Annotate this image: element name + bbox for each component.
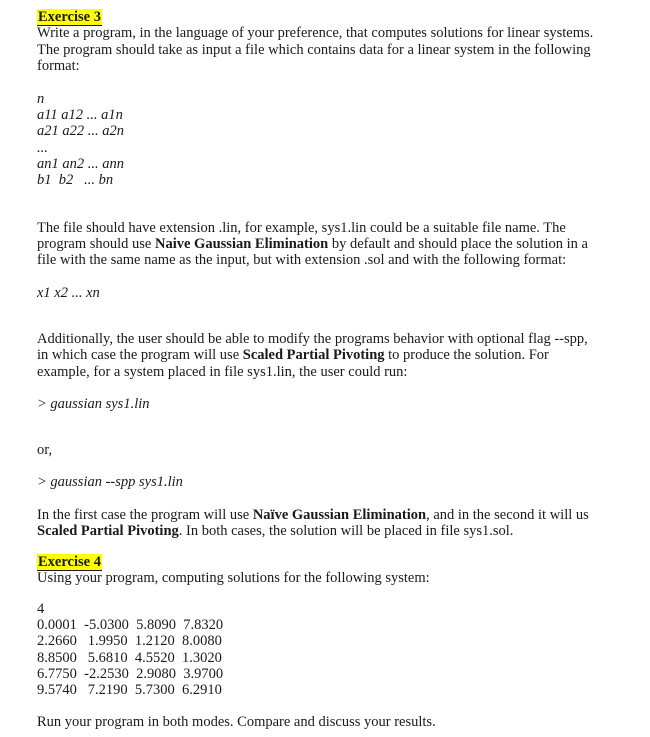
matrix-row: 9.5740 7.2190 5.7300 6.2910 <box>37 682 222 698</box>
ex4-closing: Run your program in both modes. Compare and discuss your results. <box>37 714 436 730</box>
ex4-intro: Using your program, computing solutions for the following system: <box>37 570 430 586</box>
p4-line-2: Scaled Partial Pivoting. In both cases, the solution will be placed in file sys1.sol. <box>37 523 514 539</box>
format-line: b1 b2 ... bn <box>37 172 114 188</box>
naive-gaussian-term: Naïve Gaussian Elimination <box>252 507 427 523</box>
format-line: n <box>37 91 45 107</box>
ex3-intro-line-2: The program should take as input a file which contains data for a linear system in the following <box>37 42 591 58</box>
command-example-1: > gaussian sys1.lin <box>37 396 150 412</box>
format-line: a11 a12 ... a1n <box>37 107 123 123</box>
p2-line-2: program should use Naive Gaussian Elimination by default and should place the solution in a <box>37 236 588 252</box>
command-example-2: > gaussian --spp sys1.lin <box>37 474 183 490</box>
system-size: 4 <box>37 601 45 617</box>
exercise-3-heading: Exercise 3 <box>38 9 101 25</box>
p3-line-2: in which case the program will use Scaled Partial Pivoting to produce the solution. For <box>37 347 549 363</box>
solution-format: x1 x2 ... xn <box>37 285 100 301</box>
matrix-row: 8.8500 5.6810 4.5520 1.3020 <box>37 650 222 666</box>
matrix-row: 6.7750 -2.2530 2.9080 3.9700 <box>37 666 224 682</box>
naive-gaussian-term: Naive Gaussian Elimination <box>155 236 329 252</box>
format-line: a21 a22 ... a2n <box>37 123 124 139</box>
format-line: an1 an2 ... ann <box>37 156 124 172</box>
matrix-row: 0.0001 -5.0300 5.8090 7.8320 <box>37 617 224 633</box>
scaled-partial-pivoting-term: Scaled Partial Pivoting <box>242 347 385 363</box>
p2-line-1: The file should have extension .lin, for example, sys1.lin could be a suitable file name. The <box>37 220 566 236</box>
p4-line-1: In the first case the program will use Naïve Gaussian Elimination, and in the second it will us <box>37 507 589 523</box>
ex3-intro-line-3: format: <box>37 58 80 74</box>
matrix-row: 2.2660 1.9950 1.2120 8.0080 <box>37 633 222 649</box>
p2-line-3: file with the same name as the input, but with extension .sol and with the following format: <box>37 252 567 268</box>
exercise-4-heading: Exercise 4 <box>38 554 101 570</box>
p3-line-1: Additionally, the user should be able to modify the programs behavior with optional flag --spp, <box>37 331 588 347</box>
p3-line-3: example, for a system placed in file sys1.lin, the user could run: <box>37 364 408 380</box>
or-text: or, <box>37 442 53 458</box>
ex3-intro-line-1: Write a program, in the language of your preference, that computes solutions for linear systems. <box>37 25 594 41</box>
format-line: ... <box>37 140 48 156</box>
scaled-partial-pivoting-term: Scaled Partial Pivoting <box>37 523 179 539</box>
